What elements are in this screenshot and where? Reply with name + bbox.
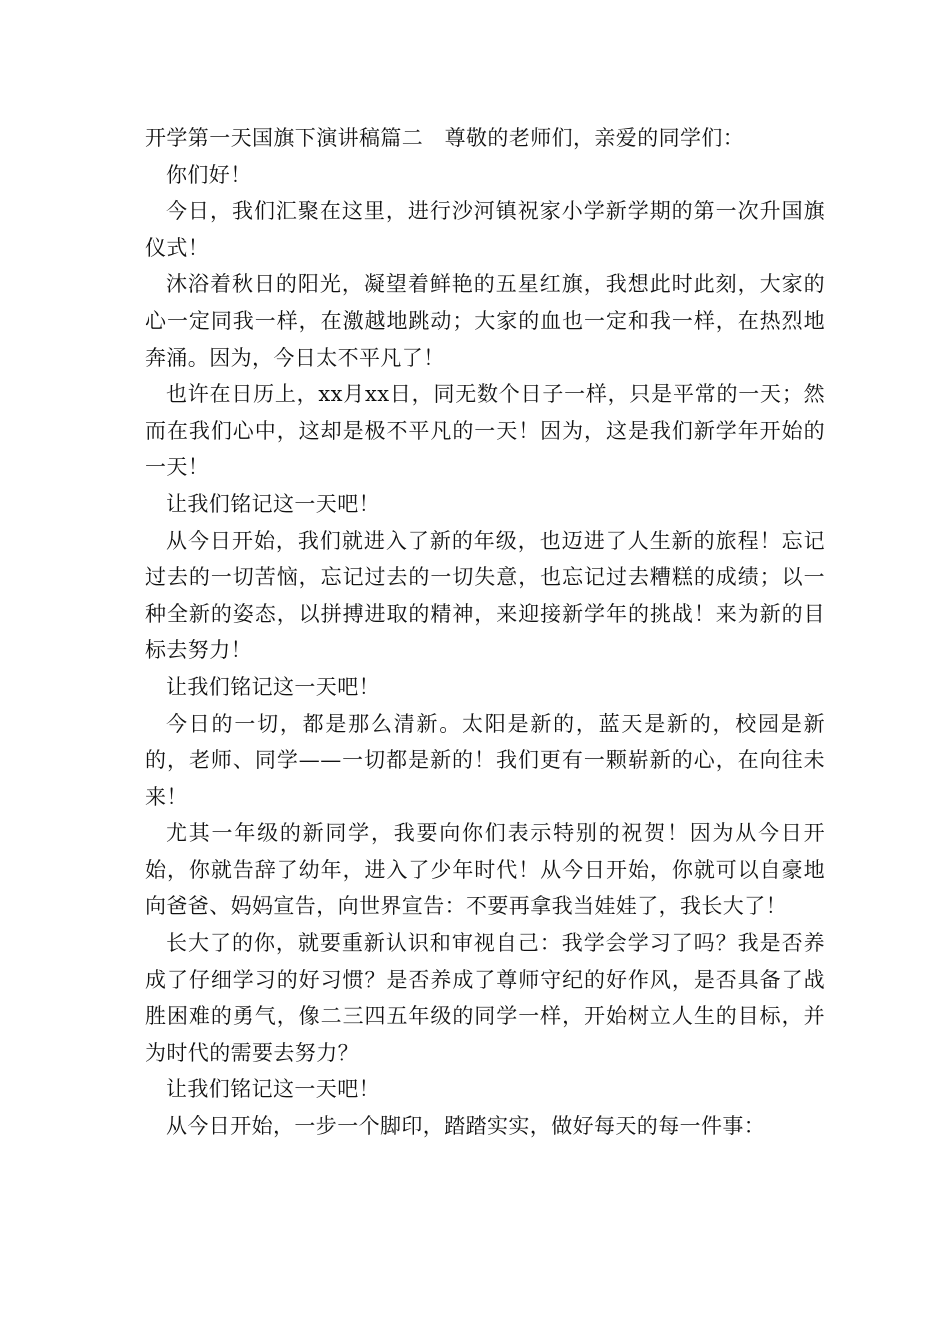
paragraph: 从今日开始，我们就进入了新的年级，也迈进了人生新的旅程！忘记过去的一切苦恼，忘记过去的一切失意，也忘记过去糟糕的成绩；以一种全新的姿态，以拼搏进取的精神，来迎接新学年的挑战！来为新的目标去努力！ <box>145 528 825 663</box>
paragraph-refrain: 让我们铭记这一天吧！ <box>166 674 380 699</box>
document-body <box>145 120 825 1145</box>
paragraph-refrain: 让我们铭记这一天吧！ <box>166 1077 380 1102</box>
paragraph-hello: 你们好！ <box>166 162 252 187</box>
paragraph: 也许在日历上，xx月xx日，同无数个日子一样，只是平常的一天；然而在我们心中，这却是极不平凡的一天！因为，这是我们新学年开始的一天！ <box>145 382 825 480</box>
paragraph: 从今日开始，一步一个脚印，踏踏实实，做好每天的每一件事： <box>166 1114 766 1139</box>
paragraph: 长大了的你，就要重新认识和审视自己：我学会学习了吗？我是否养成了仔细学习的好习惯？是否养成了尊师守纪的好作风，是否具备了战胜困难的勇气，像二三四五年级的同学一样，开始树立人生的目标，并为时代的需要去努力？ <box>145 931 825 1065</box>
paragraph-refrain: 让我们铭记这一天吧！ <box>166 491 380 516</box>
paragraph-title-greeting: 开学第一天国旗下演讲稿篇二 尊敬的老师们，亲爱的同学们： <box>145 126 745 150</box>
paragraph: 尤其一年级的新同学，我要向你们表示特别的祝贺！因为从今日开始，你就告辞了幼年，进入了少年时代！从今日开始，你就可以自豪地向爸爸、妈妈宣告，向世界宣告：不要再拿我当娃娃了，我长大了！ <box>145 821 825 919</box>
paragraph: 沐浴着秋日的阳光，凝望着鲜艳的五星红旗，我想此时此刻，大家的心一定同我一样，在激越地跳动；大家的血也一定和我一样，在热烈地奔涌。因为，今日太不平凡了！ <box>145 272 825 370</box>
paragraph: 今日，我们汇聚在这里，进行沙河镇祝家小学新学期的第一次升国旗仪式！ <box>145 199 825 260</box>
paragraph: 今日的一切，都是那么清新。太阳是新的，蓝天是新的，校园是新的，老师、同学——一切都是新的！我们更有一颗崭新的心，在向往未来！ <box>145 711 825 809</box>
